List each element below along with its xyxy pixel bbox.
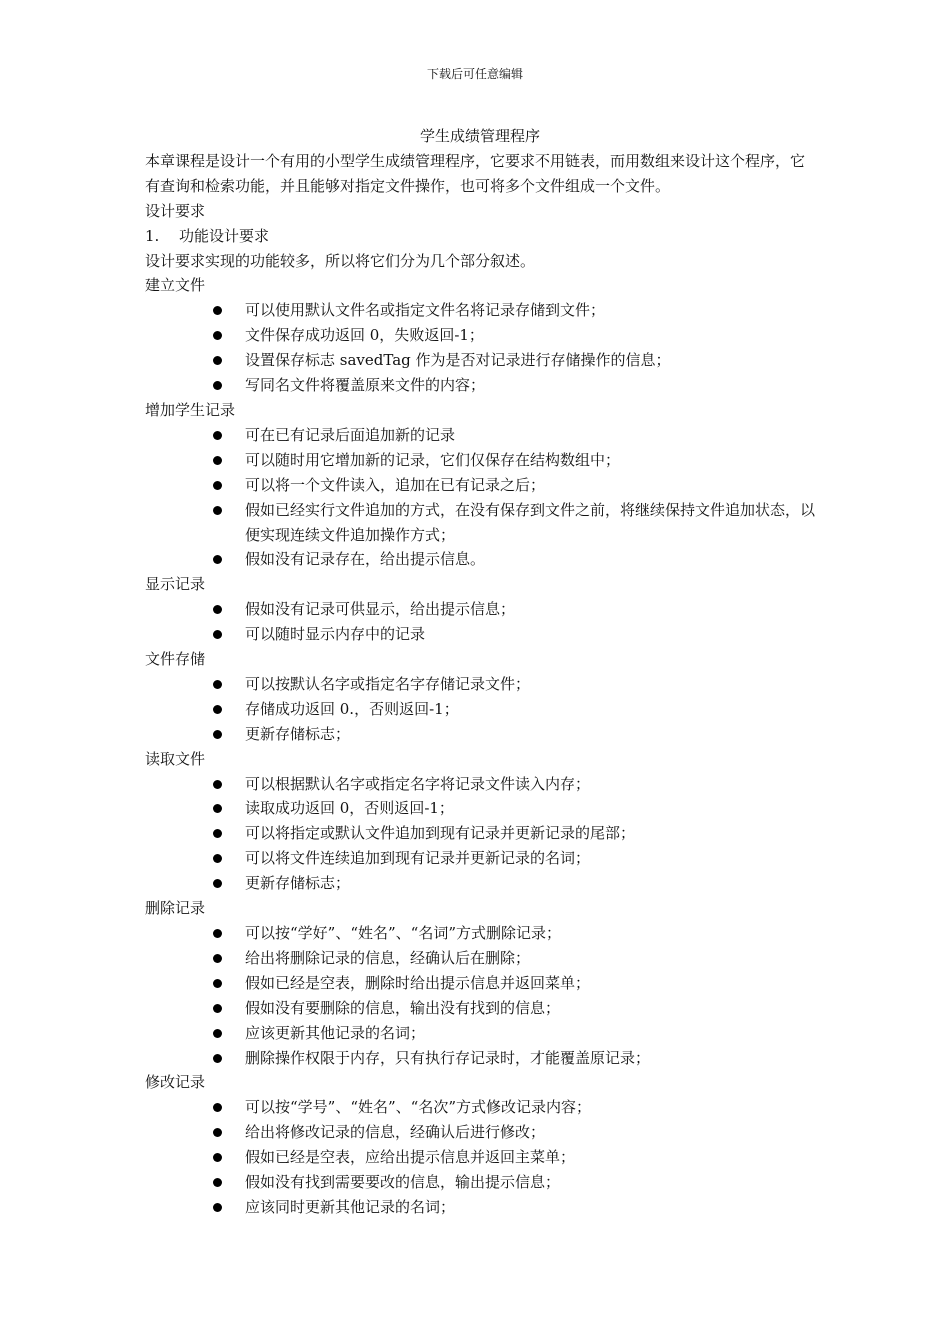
list-item <box>145 597 815 622</box>
list-item-text: 应该同时更新其他记录的名词； <box>245 1197 456 1216</box>
header-note: 下载后可任意编辑 <box>426 67 523 81</box>
bullet-list <box>145 597 815 647</box>
list-item-text: 可以按“学号”、“姓名”、“名次”方式修改记录内容； <box>245 1098 592 1117</box>
list-item <box>145 946 815 971</box>
bullet-dot-icon <box>213 1203 222 1212</box>
numbered-heading <box>145 224 815 249</box>
bullet-dot-icon <box>213 431 222 440</box>
bullet-dot-icon <box>213 780 222 789</box>
list-item <box>145 1145 815 1170</box>
bullet-dot-icon <box>213 680 222 689</box>
list-item <box>145 796 815 821</box>
bullet-dot-icon <box>213 506 222 515</box>
section-title: 建立文件 <box>145 276 206 295</box>
list-item-text: 存储成功返回 0.，否则返回-1； <box>245 699 459 718</box>
bullet-list <box>145 921 815 1070</box>
bullet-dot-icon <box>213 1103 222 1112</box>
list-item <box>145 1120 815 1145</box>
list-item <box>145 423 815 448</box>
list-item <box>145 996 815 1021</box>
list-item <box>145 448 815 473</box>
design-heading: 设计要求 <box>145 201 206 220</box>
list-item-text: 可以将一个文件读入，追加在已有记录之后； <box>245 475 546 494</box>
numbered-heading-text: 功能设计要求 <box>179 226 270 245</box>
summary-paragraph: 设计要求实现的功能较多，所以将它们分为几个部分叙述。 <box>145 251 536 270</box>
bullet-dot-icon <box>213 804 222 813</box>
list-item <box>145 348 815 373</box>
list-item-text: 可以按默认名字或指定名字存储记录文件； <box>245 674 531 693</box>
list-item-text: 假如没有找到需要要改的信息，输出提示信息； <box>245 1173 561 1192</box>
bullet-dot-icon <box>213 1153 222 1162</box>
bullet-dot-icon <box>213 306 222 315</box>
list-item <box>145 323 815 348</box>
list-item-text: 删除操作权限于内存，只有执行存记录时，才能覆盖原记录； <box>245 1048 651 1067</box>
bullet-dot-icon <box>213 879 222 888</box>
list-item <box>145 498 815 548</box>
document-title: 学生成绩管理程序 <box>419 127 540 145</box>
bullet-dot-icon <box>213 555 222 564</box>
bullet-dot-icon <box>213 1004 222 1013</box>
document-body <box>145 124 815 1220</box>
bullet-dot-icon <box>213 730 222 739</box>
bullet-list <box>145 672 815 747</box>
section-title: 显示记录 <box>145 575 206 594</box>
list-item <box>145 871 815 896</box>
list-item <box>145 298 815 323</box>
intro-paragraph: 本章课程是设计一个有用的小型学生成绩管理程序，它要求不用链表，而用数组来设计这个程序，它有查询和检索功能，并且能够对指定文件操作，也可将多个文件组成一个文件。 <box>145 151 806 195</box>
list-item-text: 假如没有记录可供显示，给出提示信息； <box>245 600 516 619</box>
list-item <box>145 921 815 946</box>
bullet-dot-icon <box>213 630 222 639</box>
list-item-text: 假如没有记录存在，给出提示信息。 <box>245 550 486 569</box>
bullet-dot-icon <box>213 829 222 838</box>
bullet-dot-icon <box>213 1178 222 1187</box>
bullet-dot-icon <box>213 356 222 365</box>
bullet-dot-icon <box>213 979 222 988</box>
section-title: 删除记录 <box>145 899 206 918</box>
bullet-list <box>145 423 815 572</box>
list-item <box>145 547 815 572</box>
list-item-text: 可以根据默认名字或指定名字将记录文件读入内存； <box>245 774 591 793</box>
bullet-dot-icon <box>213 456 222 465</box>
bullet-dot-icon <box>213 854 222 863</box>
list-item <box>145 846 815 871</box>
list-item-text: 写同名文件将覆盖原来文件的内容； <box>245 376 486 395</box>
list-item-text: 给出将修改记录的信息，经确认后进行修改； <box>245 1123 546 1142</box>
list-item-text: 可以随时用它增加新的记录，它们仅保存在结构数组中； <box>245 450 621 469</box>
bullet-dot-icon <box>213 331 222 340</box>
bullet-dot-icon <box>213 1054 222 1063</box>
section-title: 文件存储 <box>145 650 206 669</box>
list-item <box>145 473 815 498</box>
list-item-text: 假如已经是空表，删除时给出提示信息并返回菜单； <box>245 973 591 992</box>
numbered-heading-number: 1. <box>145 226 160 245</box>
bullet-list <box>145 772 815 897</box>
bullet-dot-icon <box>213 481 222 490</box>
list-item-text: 更新存储标志； <box>245 724 351 743</box>
requirement-sections <box>145 273 815 1219</box>
list-item <box>145 971 815 996</box>
list-item <box>145 821 815 846</box>
bullet-dot-icon <box>213 705 222 714</box>
list-item <box>145 772 815 797</box>
list-item <box>145 1195 815 1220</box>
list-item-text: 更新存储标志； <box>245 874 351 893</box>
list-item <box>145 672 815 697</box>
bullet-list <box>145 298 815 398</box>
list-item-text: 假如已经实行文件追加的方式，在没有保存到文件之前，将继续保持文件追加状态，以便实现连续文件追加操作方式； <box>245 500 816 544</box>
list-item <box>145 1046 815 1071</box>
list-item-text: 可在已有记录后面追加新的记录 <box>245 425 456 444</box>
bullet-dot-icon <box>213 1029 222 1038</box>
list-item-text: 应该更新其他记录的名词； <box>245 1023 426 1042</box>
list-item <box>145 1021 815 1046</box>
list-item-text: 假如已经是空表，应给出提示信息并返回主菜单； <box>245 1148 576 1167</box>
list-item-text: 设置保存标志 savedTag 作为是否对记录进行存储操作的信息； <box>245 351 671 370</box>
section-title: 修改记录 <box>145 1073 206 1092</box>
list-item-text: 可以将文件连续追加到现有记录并更新记录的名词； <box>245 849 591 868</box>
list-item <box>145 1095 815 1120</box>
bullet-dot-icon <box>213 929 222 938</box>
list-item-text: 可以按“学好”、“姓名”、“名词”方式删除记录； <box>245 924 562 942</box>
list-item-text: 读取成功返回 0，否则返回-1； <box>245 799 454 818</box>
list-item-text: 可以随时显示内存中的记录 <box>245 625 426 644</box>
section-title: 增加学生记录 <box>145 400 236 419</box>
bullet-list <box>145 1095 815 1220</box>
list-item-text: 可以使用默认文件名或指定文件名将记录存储到文件； <box>245 301 606 320</box>
bullet-dot-icon <box>213 954 222 963</box>
list-item-text: 给出将删除记录的信息，经确认后在删除； <box>245 948 531 967</box>
bullet-dot-icon <box>213 381 222 390</box>
list-item <box>145 1170 815 1195</box>
section-title: 读取文件 <box>145 749 206 768</box>
list-item-text: 可以将指定或默认文件追加到现有记录并更新记录的尾部； <box>245 824 636 843</box>
bullet-dot-icon <box>213 1128 222 1137</box>
list-item <box>145 697 815 722</box>
list-item <box>145 373 815 398</box>
list-item-text: 假如没有要删除的信息，输出没有找到的信息； <box>245 998 561 1017</box>
list-item <box>145 722 815 747</box>
list-item-text: 文件保存成功返回 0，失败返回-1； <box>245 326 484 345</box>
list-item <box>145 622 815 647</box>
bullet-dot-icon <box>213 605 222 614</box>
